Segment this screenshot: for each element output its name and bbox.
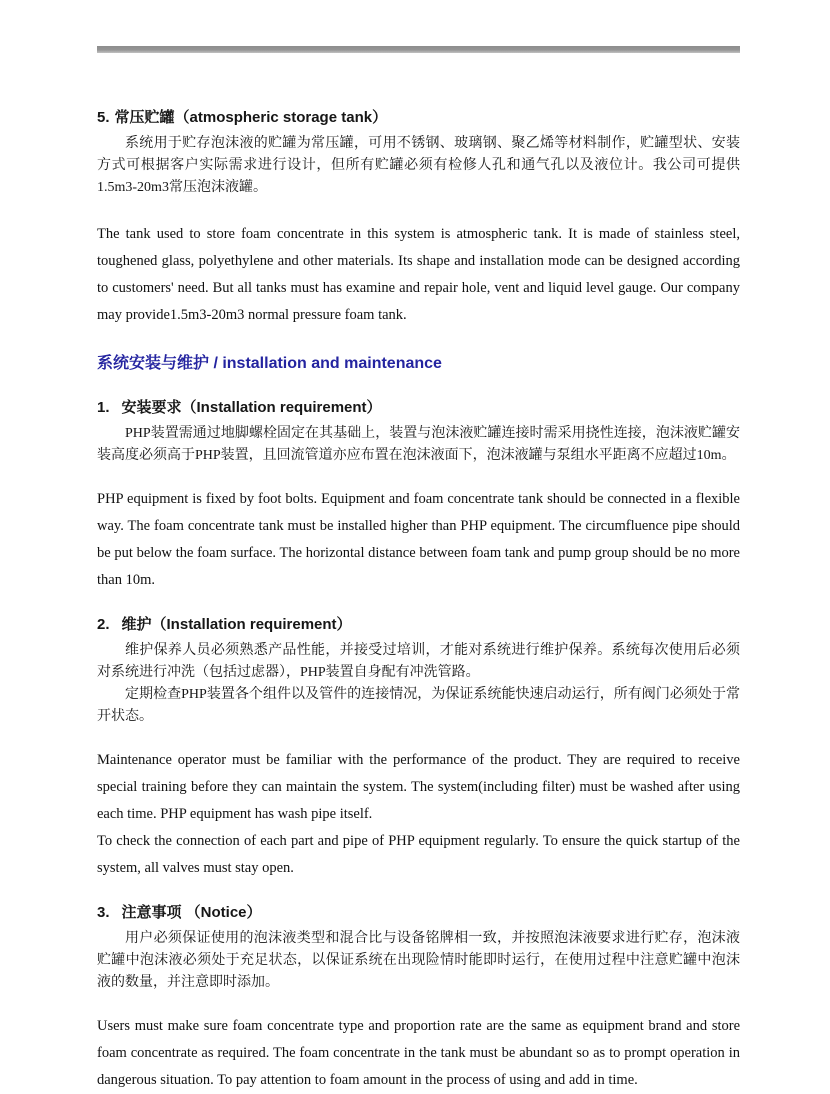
section-5-heading <box>97 108 740 127</box>
subsection-2-number: 2. <box>97 616 110 633</box>
subsection-1-title: 安装要求（Installation requirement） <box>121 399 382 416</box>
subsection-3-title: 注意事项 （Notice） <box>121 904 262 921</box>
subsection-3-heading <box>97 903 740 922</box>
section-5-paragraph-cn: 系统用于贮存泡沫液的贮罐为常压罐，可用不锈钢、玻璃钢、聚乙烯等材料制作，贮罐型状、安装方式可根据客户实际需求进行设计，但所有贮罐必须有检修人孔和通气孔以及液位计。我公司可提供1.5m3-20m3常压泡沫液罐。 <box>97 136 740 195</box>
subsection-3-paragraph-en: Users must make sure foam concentrate type and proportion rate are the same as equipment brand and store foam concentrate as required. The foam concentrate in the tank must be abundant so as to prompt operation in dangerous situation. To pay attention to foam amount in the process of using and add in time. <box>97 1018 740 1088</box>
subsection-1-number: 1. <box>97 399 110 416</box>
subsection-2-title: 维护（Installation requirement） <box>121 616 352 633</box>
subsection-3-paragraph-cn: 用户必须保证使用的泡沫液类型和混合比与设备铭牌相一致，并按照泡沫液要求进行贮存，泡沫液贮罐中泡沫液必须处于充足状态，以保证系统在出现险情时能即时运行，在使用过程中注意贮罐中泡沫液的数量，并注意即时添加。 <box>97 931 740 990</box>
subsection-2-paragraph-cn-2: 定期检查PHP装置各个组件以及管件的连接情况，为保证系统能快速启动运行，所有阀门必须处于常开状态。 <box>97 687 740 724</box>
subsection-2-paragraph-cn-1: 维护保养人员必须熟悉产品性能，并接受过培训，才能对系统进行维护保养。系统每次使用后必须对系统进行冲洗（包括过虑器），PHP装置自身配有冲洗管路。 <box>97 643 740 680</box>
subsection-2-paragraph-en-2: To check the connection of each part and pipe of PHP equipment regularly. To ensure the quick startup of the system, all valves must stay open. <box>97 833 740 876</box>
subsection-1-paragraph-cn: PHP装置需通过地脚螺栓固定在其基础上，装置与泡沫液贮罐连接时需采用挠性连接，泡沫液贮罐安装高度必须高于PHP装置，且回流管道亦应布置在泡沫液面下，泡沫液罐与泵组水平距离不应超过10m。 <box>97 426 740 463</box>
page-content <box>97 0 740 1094</box>
subsection-1-paragraph-en: PHP equipment is fixed by foot bolts. Equipment and foam concentrate tank should be connected in a flexible way. The foam concentrate tank must be installed higher than PHP equipment. The circumfluence pipe should be put below the foam surface. The horizontal distance between foam tank and pump group should be no more than 10m. <box>97 491 740 588</box>
subsection-2-heading <box>97 615 740 634</box>
installation-maintenance-heading: 系统安装与维护 / installation and maintenance <box>97 355 442 372</box>
section-5-paragraph-en: The tank used to store foam concentrate in this system is atmospheric tank. It is made of stainless steel, toughened glass, polyethylene and other materials. Its shape and installation mode can be designed according to customers' need. But all tanks must has examine and repair hole, vent and liquid level gauge. Our company may provide1.5m3-20m3 normal pressure foam tank. <box>97 226 740 323</box>
subsection-2-paragraph-en-1: Maintenance operator must be familiar with the performance of the product. They are required to receive special training before they can maintain the system. The system(including filter) must be washed after using each time. PHP equipment has wash pipe itself. <box>97 752 740 822</box>
top-divider-bar <box>97 46 740 53</box>
section-5-number: 5. <box>97 109 110 126</box>
subsection-1-heading <box>97 398 740 417</box>
section-5-title: 常压贮罐（atmospheric storage tank） <box>114 109 388 126</box>
subsection-3-number: 3. <box>97 904 110 921</box>
